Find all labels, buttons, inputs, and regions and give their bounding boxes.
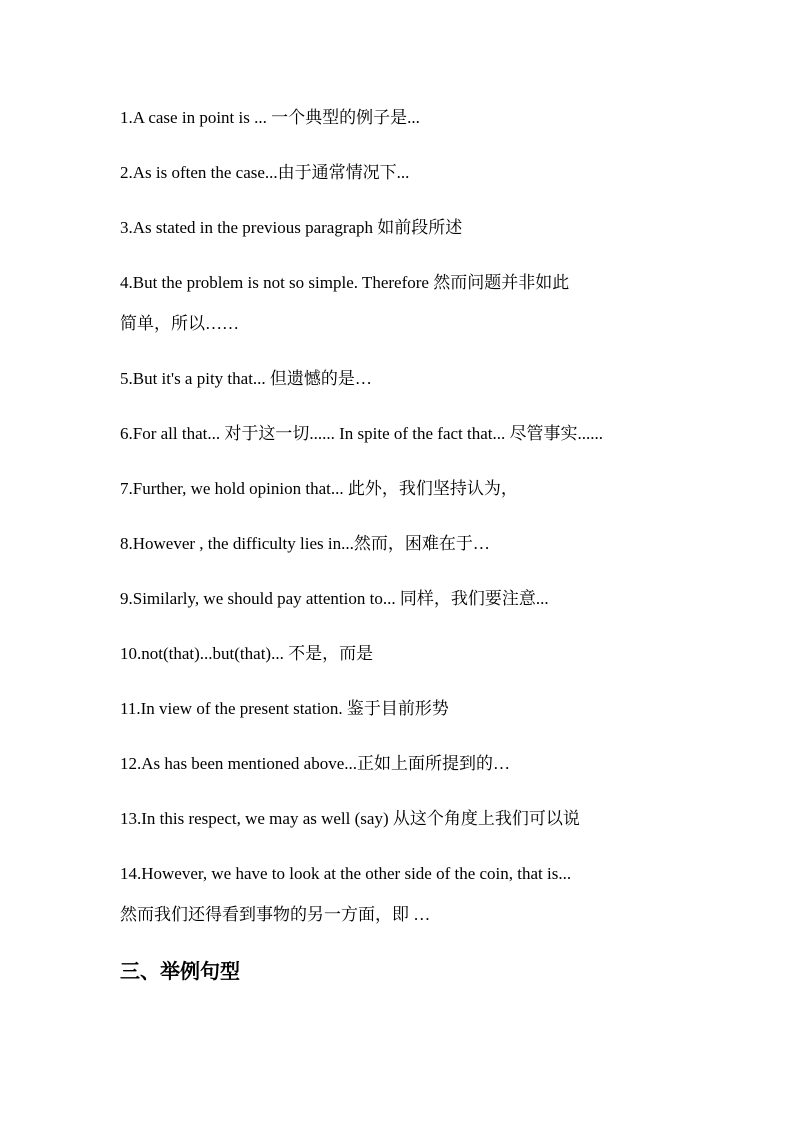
- phrase-line: 10.not(that)...but(that)... 不是，而是: [120, 644, 374, 663]
- phrase-item-8: [120, 530, 700, 557]
- phrase-item-11: [120, 695, 700, 722]
- phrase-line: 4.But the problem is not so simple. Therefore 然而问题并非如此: [120, 273, 570, 292]
- phrase-item-10: [120, 640, 700, 667]
- phrase-line: 11.In view of the present station. 鉴于目前形势: [120, 699, 449, 718]
- phrase-line: 9.Similarly, we should pay attention to... 同样，我们要注意...: [120, 589, 549, 608]
- phrase-item-5: [120, 365, 700, 392]
- phrase-line: 3.As stated in the previous paragraph 如前段所述: [120, 218, 463, 237]
- phrase-item-7: [120, 475, 700, 502]
- phrase-line: 13.In this respect, we may as well (say) 从这个角度上我们可以说: [120, 809, 580, 828]
- phrase-line: 简单，所以……: [120, 314, 239, 333]
- phrase-line: 12.As has been mentioned above...正如上面所提到的…: [120, 754, 510, 773]
- phrase-line: 8.However , the difficulty lies in...然而，困难在于…: [120, 534, 490, 553]
- phrase-item-9: [120, 585, 700, 612]
- phrase-line: 7.Further, we hold opinion that... 此外，我们坚持认为，: [120, 479, 518, 498]
- section-heading: 三、举例句型: [120, 959, 240, 983]
- phrase-item-12: [120, 750, 700, 777]
- phrase-item-3: [120, 214, 700, 241]
- phrase-line: 14.However, we have to look at the other side of the coin, that is...: [120, 864, 572, 883]
- phrase-item-6: [120, 420, 700, 447]
- phrase-line: 5.But it's a pity that... 但遗憾的是…: [120, 369, 372, 388]
- phrase-item-14: [120, 860, 700, 928]
- phrase-item-13: [120, 805, 700, 832]
- phrase-line: 2.As is often the case...由于通常情况下...: [120, 163, 410, 182]
- phrase-line: 1.A case in point is ... 一个典型的例子是...: [120, 108, 420, 127]
- phrase-line: 6.For all that... 对于这一切...... In spite of the fact that... 尽管事实......: [120, 424, 604, 443]
- phrase-line: 然而我们还得看到事物的另一方面，即 …: [120, 905, 431, 924]
- phrase-item-1: [120, 104, 700, 131]
- phrase-item-4: [120, 269, 700, 337]
- phrase-item-2: [120, 159, 700, 186]
- document-content: [120, 104, 700, 986]
